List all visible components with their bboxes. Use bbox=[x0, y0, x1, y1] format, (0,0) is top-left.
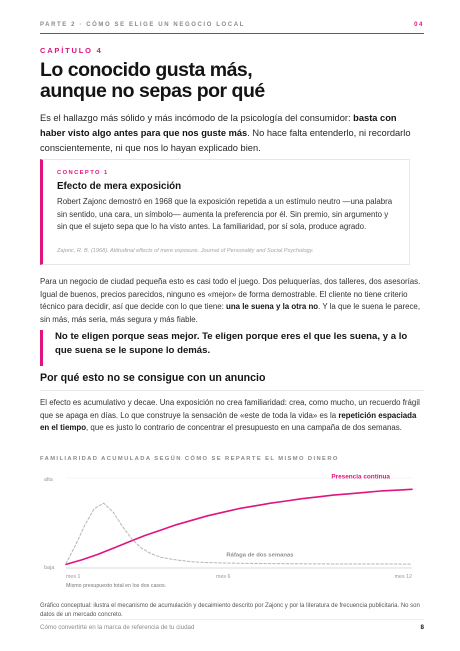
series-label-burst: Ráfaga de dos semanas bbox=[226, 552, 294, 559]
title-line-2: aunque no sepas por qué bbox=[40, 80, 265, 102]
page-title bbox=[40, 60, 265, 102]
lead-paragraph bbox=[40, 111, 424, 156]
chart-note: Gráfico conceptual: ilustra el mecanismo de acumulación y decaimiento descrito por Zajonc y por la literatura de frecuencia publicitaria. No son datos de un mercado concreto. bbox=[40, 603, 420, 618]
header-divider bbox=[40, 33, 424, 34]
chapter-label: CAPÍTULO 4 bbox=[40, 46, 103, 55]
para3-text-start: El efecto es acumulativo y decae. Una exposición no crea familiaridad: crea, como mucho, un recuerdo frágil que se apaga en días. Lo que construye la sensación de «este de toda la vida» es la bbox=[40, 398, 420, 420]
x-tick-label: mes 12 bbox=[394, 574, 412, 580]
chart-svg bbox=[40, 466, 424, 596]
title-line-1: Lo conocido gusta más, bbox=[40, 59, 253, 81]
series-label-continuous: Presencia continua bbox=[331, 473, 390, 481]
para3-emphasis: repetición espaciada en el tiempo bbox=[40, 410, 417, 433]
footer-title: Cómo convertirte en la marca de referencia de tu ciudad bbox=[40, 624, 195, 631]
para2-text-end: . Y la que le suena le parece, sin más, más seria, más segura y más fiable. bbox=[40, 302, 421, 324]
concept-reference: Zajonc, R. B. (1968). Attitudinal effects of mere exposure. Journal of Personality and Social Psychology. bbox=[57, 248, 314, 254]
x-axis-note: Mismo presupuesto total en los dos casos. bbox=[66, 583, 167, 589]
familiarity-chart bbox=[40, 466, 424, 596]
para2-text-start: Para un negocio de ciudad pequeña esto es casi todo el juego. Dos peluquerías, dos talleres, dos asesorías. Igual de buenos, precios parecidos, ninguno es «mejor» de forma demostrable. El cliente no tiene criterio técnico para decidir, así que decide con lo que tiene: bbox=[40, 277, 421, 312]
footer-divider bbox=[40, 619, 424, 620]
y-tick-label-high: alta bbox=[44, 477, 53, 483]
y-tick-label-low: baja bbox=[44, 565, 55, 571]
page-footer bbox=[40, 624, 424, 631]
x-tick-label: mes 1 bbox=[66, 574, 81, 580]
document-page bbox=[40, 0, 424, 651]
running-head-section: PARTE 2 · CÓMO SE ELIGE UN NEGOCIO LOCAL bbox=[40, 22, 245, 28]
concept-title: Efecto de mera exposición bbox=[57, 181, 182, 192]
body-paragraph-2 bbox=[40, 276, 424, 326]
page-number: 8 bbox=[420, 624, 424, 631]
para3-text-end: , que es justo lo contrario de concentrar el presupuesto en una campaña de dos semanas. bbox=[86, 423, 402, 433]
section-divider bbox=[40, 390, 424, 391]
section-heading: Por qué esto no se consigue con un anuncio bbox=[40, 372, 266, 384]
body-paragraph-3 bbox=[40, 397, 424, 435]
para2-emphasis: una le suena y la otra no bbox=[226, 302, 319, 312]
concept-box bbox=[40, 159, 410, 265]
running-head-number: 04 bbox=[414, 22, 424, 28]
concept-body: Robert Zajonc demostró en 1968 que la exposición repetida a un estímulo neutro —una palabra sin sentido, una cara, un símbolo— aumenta la preferencia por él. Sin premio, sin argumento y sin que el sujeto sepa que lo ha visto antes. La familiaridad, por sí sola, produce agrado. bbox=[57, 197, 393, 232]
x-tick-label: mes 6 bbox=[216, 574, 231, 580]
chart-title: FAMILIARIDAD ACUMULADA SEGÚN CÓMO SE REPARTE EL MISMO DINERO bbox=[40, 456, 339, 462]
running-head bbox=[40, 22, 424, 28]
pull-quote: No te eligen porque seas mejor. Te eligen porque eres el que les suena, y a lo que suena se le supone lo demás. bbox=[40, 330, 424, 366]
lead-emphasis: basta con haber visto algo antes para que nos guste más bbox=[40, 113, 397, 138]
lead-text-end: . No hace falta entenderlo, ni recordarlo conscientemente, ni que nos lo hayan explicado bien. bbox=[40, 128, 411, 153]
lead-text-start: Es el hallazgo más sólido y más incómodo de la psicología del consumidor: bbox=[40, 113, 354, 123]
concept-tag: CONCEPTO 1 bbox=[57, 170, 109, 176]
